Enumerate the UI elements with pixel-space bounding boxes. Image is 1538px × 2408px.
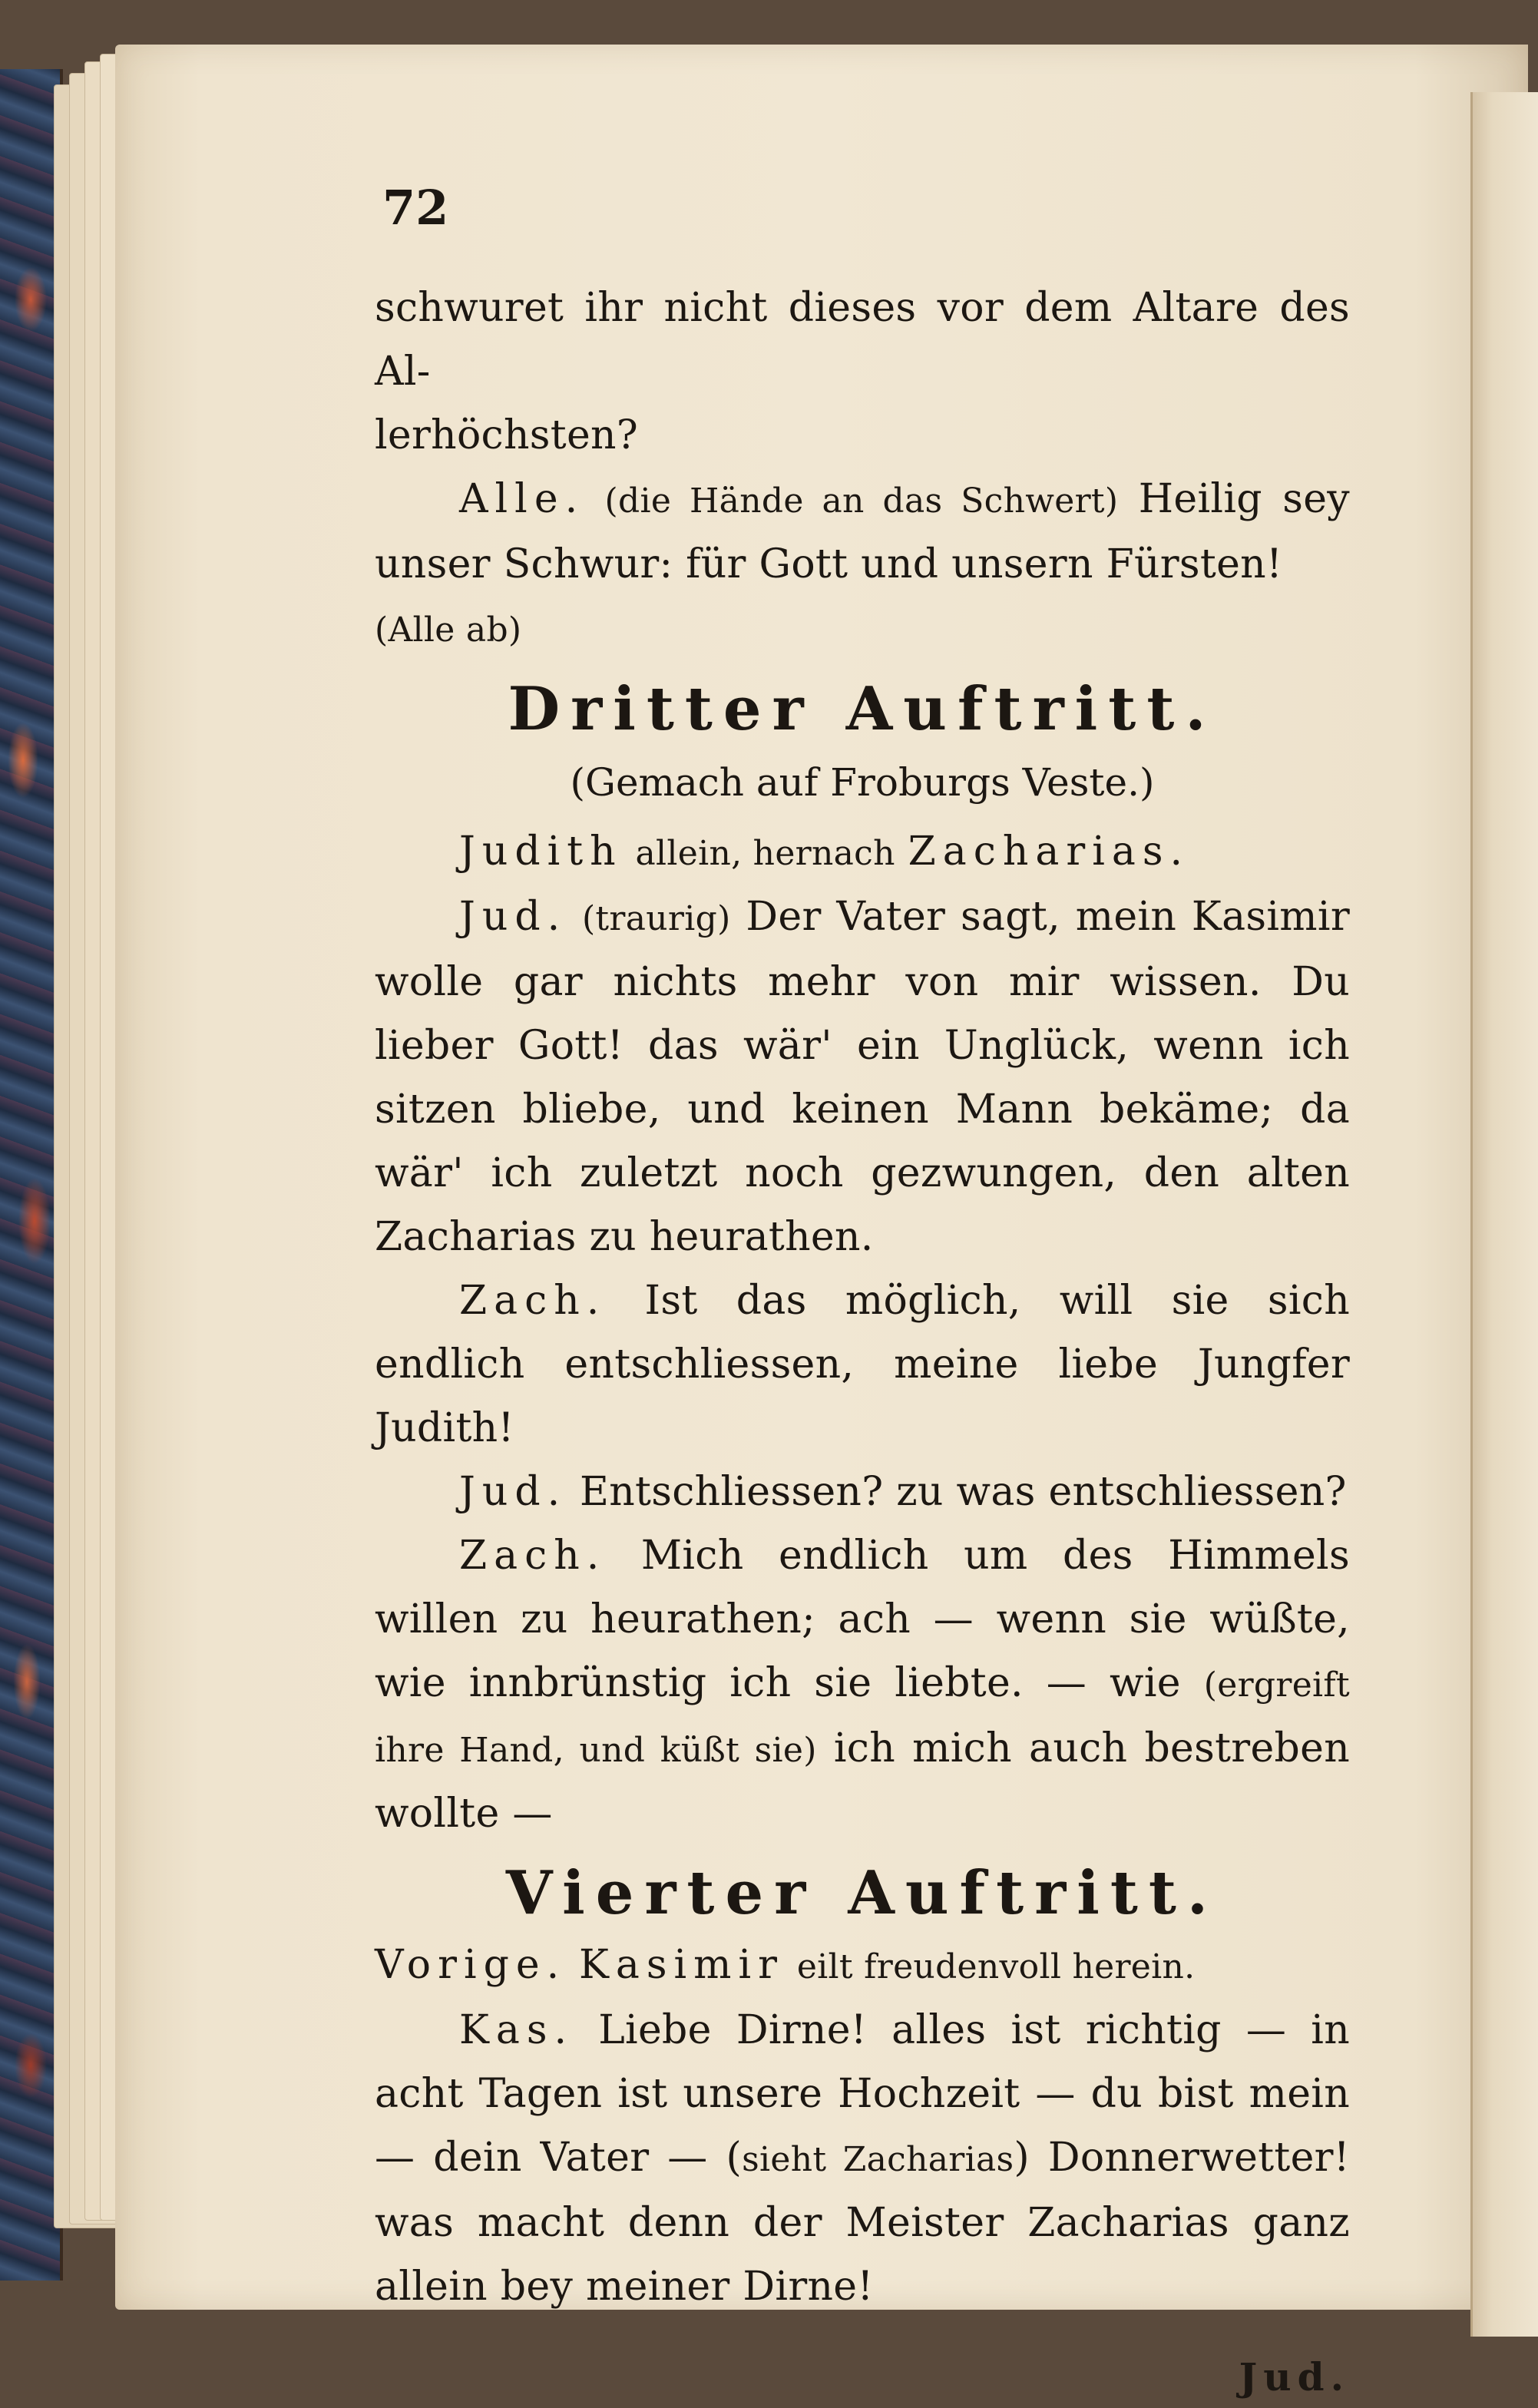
stage-direction: (traurig) <box>581 899 731 938</box>
speech-text: unser Schwur: für Gott und unsern Fürsten! <box>375 541 1283 587</box>
stage-direction: (die Hände an das Schwert) <box>604 481 1119 521</box>
speaker-name: Alle. <box>459 476 585 522</box>
line-text: lerhöchsten? <box>375 412 638 458</box>
speech-text: Liebe Dirne! alles ist richtig — in acht Tagen ist unsere Hochzeit — du bist mein — dein Vater — ( <box>375 2007 1350 2181</box>
character-name: Judith <box>459 829 623 875</box>
character-name: Vorige. <box>375 1942 567 1988</box>
persons-line <box>375 820 1350 885</box>
speech-judith <box>375 885 1350 1269</box>
page-content <box>375 180 1351 2408</box>
facing-page-edge <box>1470 92 1538 2337</box>
speech-text: ) Donnerwetter! was macht denn der Meister Zacharias ganz allein bey meiner Dirne! <box>375 2135 1351 2310</box>
stage-direction: sieht Zacharias <box>742 2140 1014 2179</box>
speech-zacharias <box>375 1524 1350 1846</box>
scene-location: (Gemach auf Froburgs Veste.) <box>570 760 1155 805</box>
text-line <box>375 276 1350 468</box>
speaker-name: Zach. <box>459 1533 607 1579</box>
speech-judith <box>375 1460 1350 1524</box>
scene-heading: Dritter Auftritt. <box>508 674 1217 744</box>
speaker-name: Kas. <box>459 2007 574 2053</box>
speech-text: ich mich auch bestreben wollte — <box>375 1725 1350 1837</box>
persons-line <box>375 1933 1350 1999</box>
stage-direction: (Alle ab) <box>375 610 522 650</box>
scene-heading: Vierter Auftritt. <box>505 1858 1219 1928</box>
speech-text: Mich endlich um des Himmels willen zu heurathen; ach — wenn sie wüßte, wie innbrünstig ich sie liebte. — wie <box>375 1533 1350 1706</box>
page-number: 72 <box>382 180 449 236</box>
speech-text: Der Vater sagt, mein Kasimir wolle gar nichts mehr von mir wissen. Du lieber Gott! das wär' ein Unglück, wenn ich sitzen bliebe, und keinen Mann bekäme; da wär' ich zuletzt noch gezwungen, den alten Zacharias zu heurathen. <box>375 894 1350 1260</box>
stage-direction: (ergreift ihre Hand, und küßt sie) <box>375 1665 1350 1770</box>
speaker-name: Zach. <box>459 1278 607 1324</box>
speaker-name: Jud. <box>459 1469 567 1515</box>
line-text: schwuret ihr nicht dieses vor dem Altare des Al- <box>375 285 1350 395</box>
speech-text: Entschliessen? zu was entschliessen? <box>580 1469 1347 1515</box>
speech-alle <box>375 468 1350 662</box>
character-name: Kasimir <box>579 1942 784 1988</box>
character-name: Zacharias. <box>908 829 1190 875</box>
stage-direction: allein, hernach <box>635 834 895 873</box>
speech-text: Heilig sey <box>1138 476 1350 522</box>
stage-direction: eilt freudenvoll herein. <box>796 1947 1196 1986</box>
catchword: Jud. <box>1239 2354 1350 2400</box>
speech-zacharias <box>375 1269 1350 1460</box>
speech-text: Ist das möglich, will sie sich endlich entschliessen, meine liebe Jungfer Judith! <box>375 1278 1350 1451</box>
speech-kasimir <box>375 1999 1350 2319</box>
speaker-name: Jud. <box>459 894 567 940</box>
